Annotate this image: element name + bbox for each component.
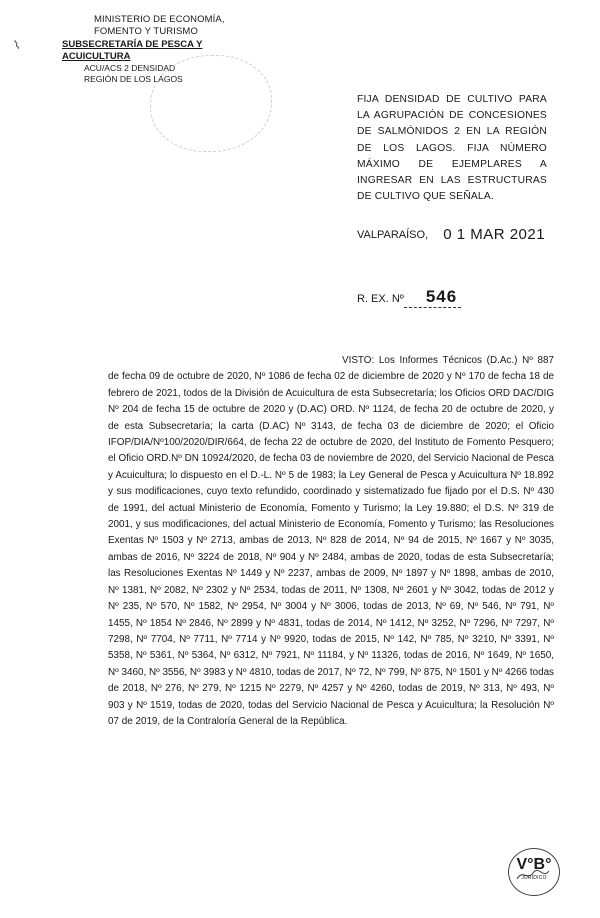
rex-label: R. EX. Nº [357, 293, 404, 305]
visto-paragraph: VISTO: Los Informes Técnicos (D.Ac.) Nº 887 de fecha 09 de octubre de 2020, Nº 1086 de fecha 02 de diciembre de 2020 y Nº 170 de fecha 18 de febrero de 2021, todos de la División de Acuicultura de esta Subsecretaría; los Oficios ORD DAC/DIG Nº 204 de fecha 15 de octubre de 2020 y (D.AC) ORD. Nº 1124, de fecha 20 de octubre de 2020, y de esta Subsecretaría; la carta (D.AC) Nº 3143, de fecha 03 de diciembre de 2020; el Oficio IFOP/DIA/Nº100/2020/DIR/664, de fecha 22 de octubre de 2020, del Instituto de Fomento Pesquero; el Oficio ORD.Nº DN 10924/2020, de fecha 03 de noviembre de 2020, del Servicio Nacional de Pesca y Acuicultura; lo dispuesto en el D.-L. Nº 5 de 1983; la Ley General de Pesca y Acuicultura Nº 18.892 y sus modificaciones, cuyo texto refundido, coordinado y sistematizado fue fijado por el D.S. Nº 430 de 1991, del actual Ministerio de Economía, Fomento y Turismo; la Ley 19.880; el D.S. Nº 319 de 2001, y sus modificaciones, del actual Ministerio de Economía, Fomento y Turismo; las Resoluciones Exentas Nº 1503 y Nº 2713, ambas de 2013, Nº 828 de 2014, Nº 94 de 2015, Nº 1667 y Nº 3035, ambas de 2016, Nº 3224 de 2018, Nº 904 y Nº 2484, ambas de 2020, todas de esta Subsecretaría; las Resoluciones Exentas Nº 1449 y Nº 2237, ambas de 2009, Nº 1897 y Nº 1898, ambas de 2010, Nº 1381, Nº 2082, Nº 2302 y Nº 2534, todas de 2011, Nº 1308, Nº 2601 y Nº 3042, todas de 2012 y Nº 235, Nº 570, Nº 1582, Nº 2954, Nº 3004 y Nº 3006, todas de 2013, Nº 69, Nº 546, Nº 791, Nº 1455, Nº 1854 Nº 2846, Nº 2899 y Nº 4831, todas de 2014, Nº 1412, Nº 3252, Nº 7296, Nº 7297, Nº 7298, Nº 7704, Nº 7711, Nº 7714 y Nº 9920, todas de 2015, Nº 142, Nº 785, Nº 3210, Nº 3391, Nº 5358, Nº 5361, Nº 5364, Nº 6312, Nº 7921, Nº 11184, y Nº 11326, todas de 2016, Nº 1649, Nº 1650, Nº 3460, Nº 3556, Nº 3983 y Nº 4810, todas de 2017, Nº 72, Nº 799, Nº 875, Nº 1501 y Nº 4266 todas de 2018, Nº 276, Nº 279, Nº 1215 Nº 2279, Nº 4257 y Nº 4260, todas de 2019, Nº 313, Nº 493, Nº 903 y Nº 1519, todas de 2020, todas del Servicio Nacional de Pesca y Acuicultura; la Resolución Nº 07 de 2019, de la Contraloría General de la República. [108, 355, 554, 727]
resolution-title: FIJA DENSIDAD DE CULTIVO PARA LA AGRUPACIÓN DE CONCESIONES DE SALMÓNIDOS 2 EN LA REGIÓN DE LOS LAGOS. FIJA NÚMERO MÁXIMO DE EJEMPLARES A INGRESAR EN LAS ESTRUCTURAS DE CULTIVO QUE SEÑALA. [357, 94, 547, 203]
ministry-name-line1: MINISTERIO DE ECONOMÍA, [94, 14, 225, 25]
visto-section [108, 353, 554, 730]
approval-stamp-label: V°B° [516, 856, 552, 873]
rex-number: 546 [404, 287, 461, 308]
ministry-name-line2: FOMENTO Y TURISMO [94, 26, 198, 37]
place: VALPARAÍSO, [357, 229, 429, 241]
approval-stamp-dept: JURÍDICO [521, 875, 547, 881]
resolution-number-line [357, 287, 461, 308]
faded-stamp-icon [150, 55, 272, 152]
margin-mark-icon: ⌇ [11, 37, 23, 53]
date-stamp: 0 1 MAR 2021 [443, 226, 546, 243]
document-code-line1: ACU/ACS 2 DENSIDAD [84, 63, 176, 73]
approval-stamp [508, 848, 560, 896]
subsecretaria-name: SUBSECRETARÍA DE PESCA Y ACUICULTURA [62, 39, 203, 62]
place-date-line [357, 226, 545, 243]
document-code-line2: REGIÓN DE LOS LAGOS [84, 74, 183, 84]
